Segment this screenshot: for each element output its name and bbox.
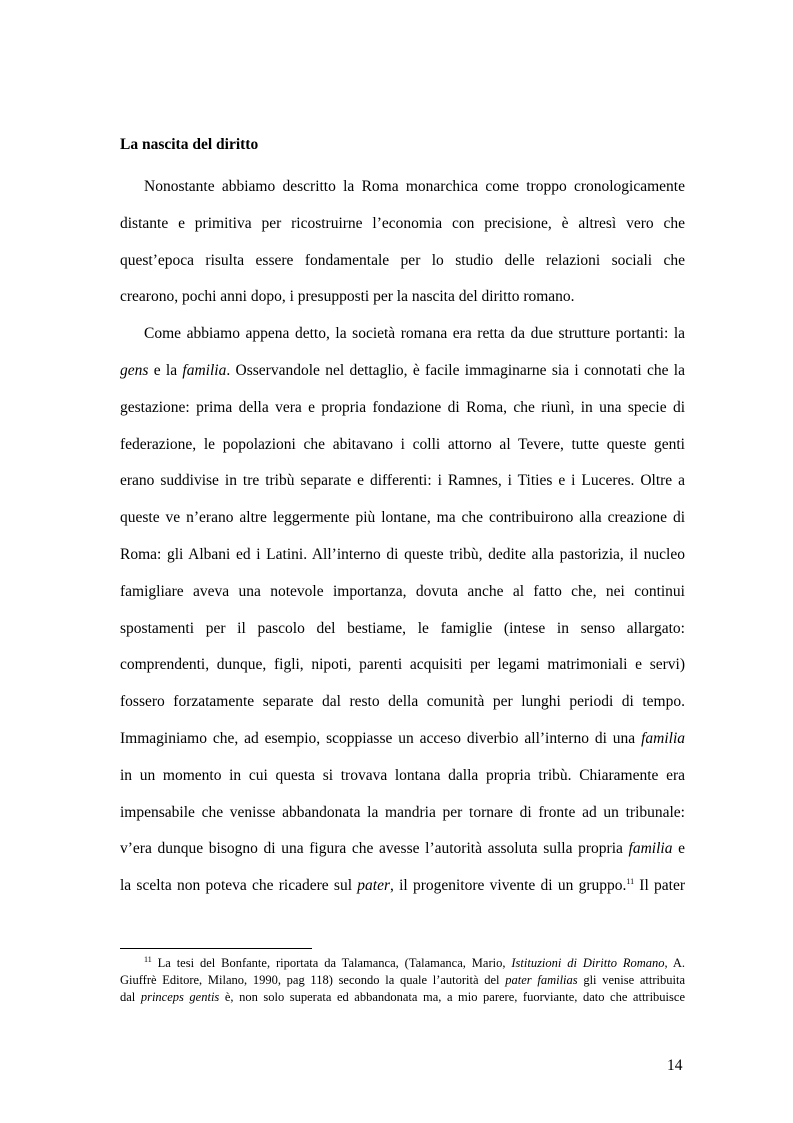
text-span: e la bbox=[148, 361, 183, 379]
text-span: è, non solo superata ed abbandonata ma, a mio parere, fuorviante, dato che attribuisce bbox=[219, 990, 685, 1004]
paragraph-line: quest’epoca risulta essere fondamentale per lo studio delle relazioni sociali che bbox=[120, 251, 685, 269]
footnote-reference[interactable]: 11 bbox=[626, 876, 635, 886]
paragraph-line: famigliare aveva una notevole importanza, dovuta anche al fatto che, nei continui bbox=[120, 582, 685, 600]
italic-term: gens bbox=[120, 361, 149, 379]
text-span: Immaginiamo che, ad esempio, scoppiasse un acceso diverbio all’interno di una bbox=[120, 729, 642, 747]
footnote-separator bbox=[120, 948, 312, 949]
italic-term: princeps gentis bbox=[140, 990, 220, 1004]
italic-term: familia bbox=[641, 729, 685, 747]
paragraph-line: crearono, pochi anni dopo, i presupposti per la nascita del diritto romano. bbox=[120, 288, 575, 306]
text-span: gli venise attribuita bbox=[577, 973, 685, 987]
paragraph-line: impensabile che venisse abbandonata la mandria per tornare di fronte ad un tribunale: bbox=[120, 803, 685, 821]
text-span: e bbox=[672, 840, 685, 858]
paragraph-line: Nonostante abbiamo descritto la Roma monarchica come troppo cronologicamente bbox=[144, 178, 685, 195]
paragraph-line bbox=[120, 835, 685, 872]
footnote-line bbox=[120, 989, 685, 1006]
section-heading: La nascita del diritto bbox=[120, 136, 259, 153]
text-span: v’era dunque bisogno di una figura che avesse l’autorità assoluta sulla propria bbox=[120, 840, 629, 858]
italic-term: pater bbox=[357, 877, 390, 895]
paragraph-line: Come abbiamo appena detto, la società romana era retta da due strutture portanti: la bbox=[144, 325, 685, 343]
text-span: Giuffrè Editore, Milano, 1990, pag 118) secondo la quale l’autorità del bbox=[120, 973, 506, 987]
paragraph-line bbox=[120, 357, 685, 394]
body-text bbox=[120, 173, 685, 909]
paragraph-line: gestazione: prima della vera e propria fondazione di Roma, che riunì, in una specie di bbox=[120, 398, 685, 416]
page-number: 14 bbox=[667, 1057, 683, 1074]
italic-term: Istituzioni di Diritto Romano bbox=[511, 956, 665, 970]
paragraph-line bbox=[120, 872, 685, 909]
paragraph-line: erano suddivise in tre tribù separate e differenti: i Ramnes, i Tities e i Luceres. Oltre a bbox=[120, 472, 685, 490]
text-span: . Osservandole nel dettaglio, è facile immaginarne sia i connotati che la bbox=[226, 361, 685, 379]
footnote-line bbox=[120, 955, 685, 972]
paragraph-line: distante e primitiva per ricostruirne l’economia con precisione, è altresì vero che bbox=[120, 214, 685, 232]
text-span: la scelta non poteva che ricadere sul bbox=[120, 877, 358, 895]
text-span: La tesi del Bonfante, riportata da Talamanca, (Talamanca, Mario, bbox=[151, 956, 512, 970]
paragraph-line: spostamenti per il pascolo del bestiame, le famiglie (intese in senso allargato: bbox=[120, 619, 685, 637]
paragraph-line: queste ve n’erano altre leggermente più lontane, ma che contribuirono alla creazione di bbox=[120, 509, 685, 527]
paragraph-line: fossero forzatamente separate dal resto della comunità per lunghi periodi di tempo. bbox=[120, 693, 685, 711]
footnote-marker: 11 bbox=[144, 954, 152, 964]
paragraph-line: in un momento in cui questa si trovava lontana dalla propria tribù. Chiaramente era bbox=[120, 766, 685, 784]
text-span: , il progenitore vivente di un gruppo. bbox=[389, 877, 627, 895]
text-span: , A. bbox=[664, 956, 686, 970]
paragraph-line: federazione, le popolazioni che abitavano i colli attorno al Tevere, tutte queste genti bbox=[120, 435, 685, 453]
italic-term: familia bbox=[182, 361, 227, 379]
italic-term: pater familias bbox=[505, 973, 578, 987]
paragraph-line: Roma: gli Albani ed i Latini. All’interno di queste tribù, dedite alla pastorizia, il nucleo bbox=[120, 545, 685, 563]
text-span: dal bbox=[120, 990, 141, 1004]
paragraph-line: comprendenti, dunque, figli, nipoti, parenti acquisiti per legami matrimoniali e servi) bbox=[120, 656, 685, 674]
text-span: Il pater bbox=[634, 877, 685, 895]
paragraph-line bbox=[120, 725, 685, 762]
italic-term: familia bbox=[628, 840, 673, 858]
footnote-line bbox=[120, 972, 685, 989]
footnote bbox=[120, 955, 685, 1006]
